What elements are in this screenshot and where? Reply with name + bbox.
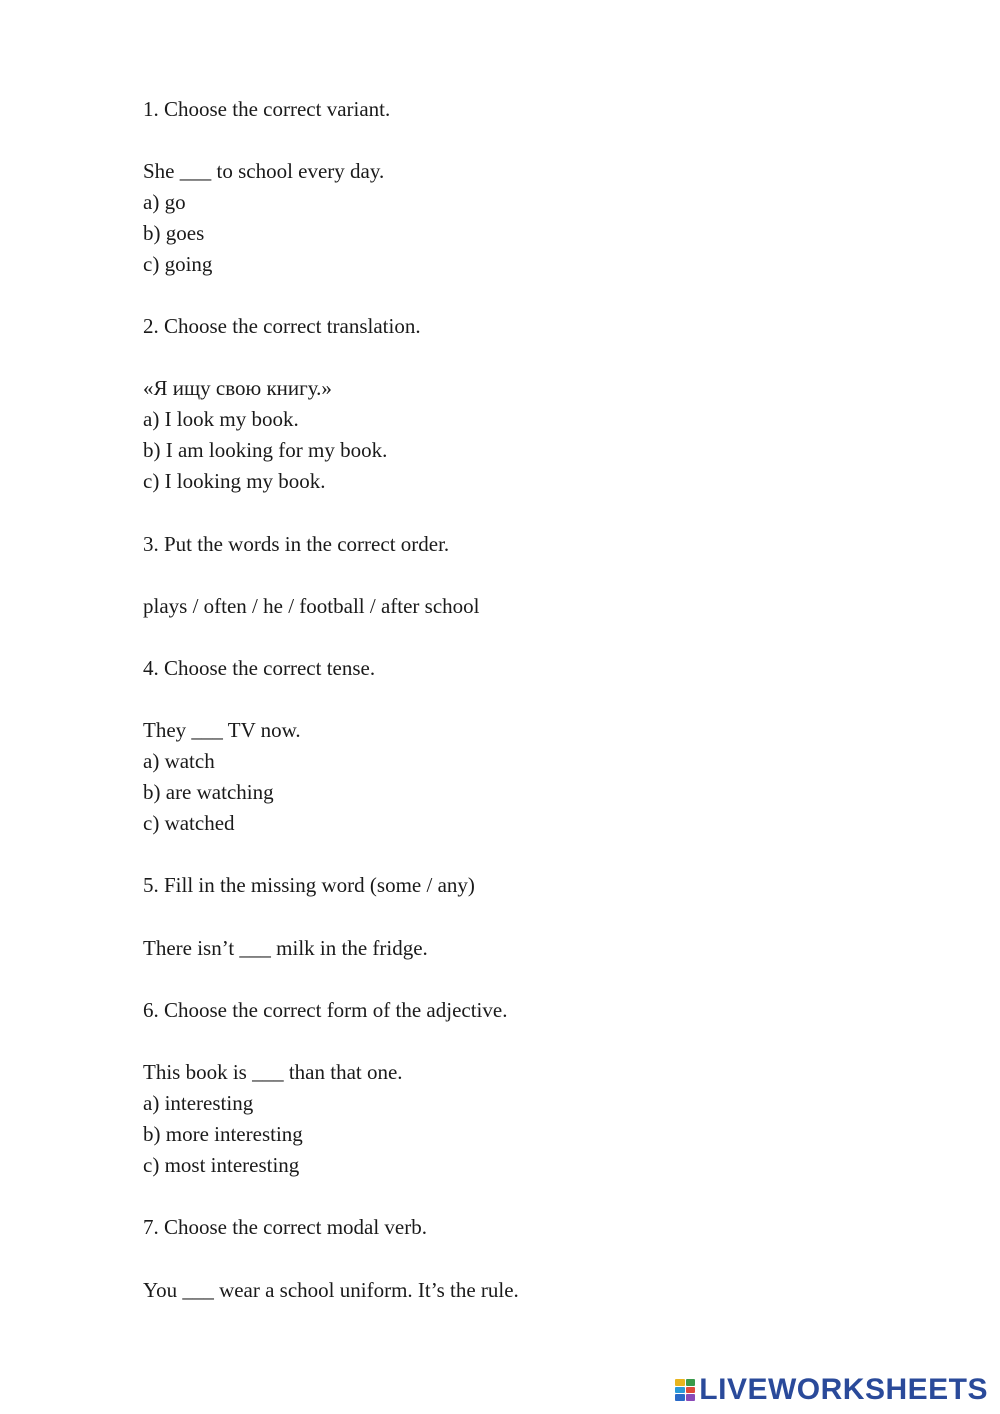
q2-option-a: a) I look my book. <box>143 407 299 431</box>
logo-grid-icon <box>675 1379 695 1401</box>
q3-sentence: plays / often / he / football / after school <box>143 594 480 618</box>
q6-option-c: c) most interesting <box>143 1153 300 1177</box>
q2-option-b: b) I am looking for my book. <box>143 438 388 462</box>
q4-option-c: c) watched <box>143 811 235 835</box>
q6-sentence: This book is ___ than that one. <box>143 1060 403 1084</box>
q1-instruction: 1. Choose the correct variant. <box>143 97 391 121</box>
q7-sentence: You ___ wear a school uniform. It’s the rule. <box>143 1278 519 1302</box>
q1-option-c: c) going <box>143 252 213 276</box>
q1-sentence: She ___ to school every day. <box>143 159 385 183</box>
q6-option-a: a) interesting <box>143 1091 254 1115</box>
q4-instruction: 4. Choose the correct tense. <box>143 656 376 680</box>
q3-instruction: 3. Put the words in the correct order. <box>143 532 450 556</box>
logo-text: LIVEWORKSHEETS <box>699 1373 988 1406</box>
q7-instruction: 7. Choose the correct modal verb. <box>143 1215 427 1239</box>
q1-option-b: b) goes <box>143 221 205 245</box>
q4-option-a: a) watch <box>143 749 215 773</box>
q4-option-b: b) are watching <box>143 780 274 804</box>
liveworksheets-logo <box>675 1374 988 1406</box>
q6-instruction: 6. Choose the correct form of the adjective. <box>143 998 508 1022</box>
q2-option-c: c) I looking my book. <box>143 469 326 493</box>
q6-option-b: b) more interesting <box>143 1122 303 1146</box>
q1-option-a: a) go <box>143 190 186 214</box>
q2-sentence: «Я ищу свою книгу.» <box>143 376 332 400</box>
q5-instruction: 5. Fill in the missing word (some / any) <box>143 873 475 897</box>
q4-sentence: They ___ TV now. <box>143 718 301 742</box>
q2-instruction: 2. Choose the correct translation. <box>143 314 421 338</box>
q5-sentence: There isn’t ___ milk in the fridge. <box>143 936 428 960</box>
